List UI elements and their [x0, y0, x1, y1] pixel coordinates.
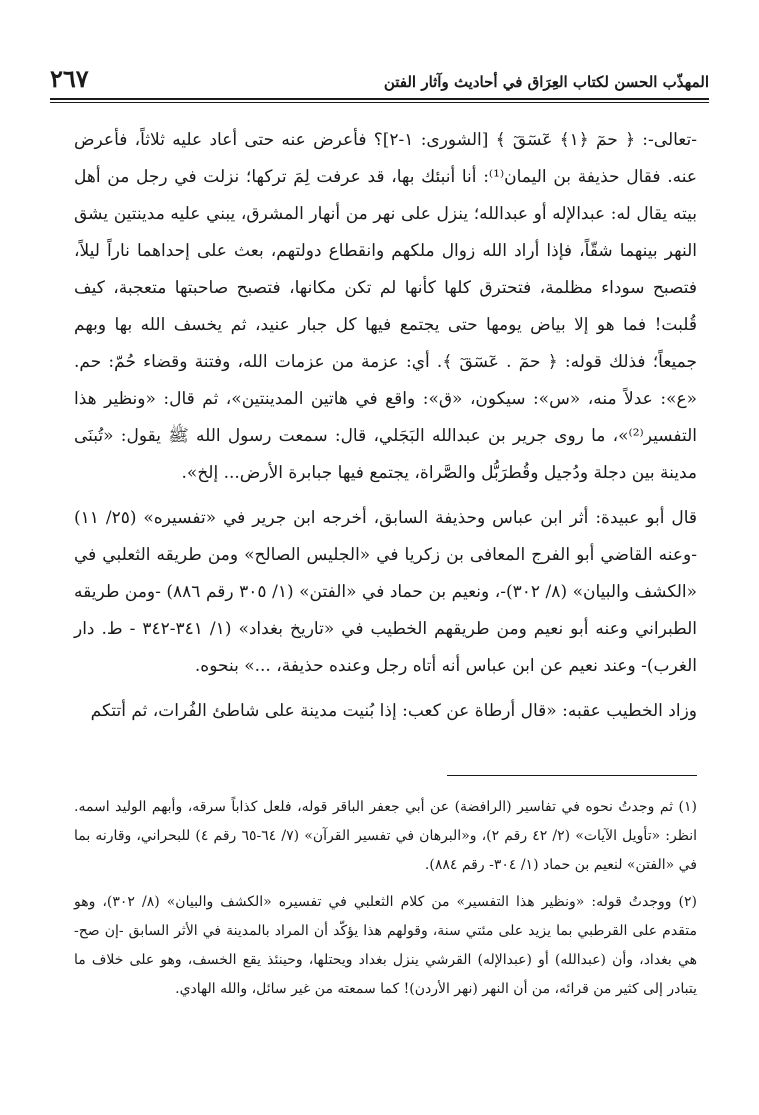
footnote-separator: [447, 775, 697, 776]
header-rule: [50, 98, 709, 100]
paragraph-2: قال أبو عبيدة: أثر ابن عباس وحذيفة السابق، أخرجه ابن جرير في «تفسيره» (٢٥/ ١١) -وعنه القاضي أبو الفرج المعافى بن زكريا في «الجليس الصالح» ومن طريقه الثعلبي في «الكشف والبيان» (٨/ ٣٠٢)-، ونعيم بن حماد في «الفتن» (١/ ٣٠٥ رقم ٨٨٦) -ومن طريقه الطبراني وعنه أبو نعيم ومن طريقهم الخطيب في «تاريخ بغداد» (١/ ٣٤١-٣٤٢ - ط. دار الغرب)- وعند نعيم عن ابن عباس أنه أتاه رجل وعنده حذيفة، ...» بنحوه.: [74, 508, 698, 676]
running-header: [50, 55, 709, 95]
footnote-1: (١) ثم وجدتُ نحوه في تفاسير (الرافضة) عن أبي جعفر الباقر قوله، فلعل كذاباً سرقه، وأبهم الوليد اسمه. انظر: «تأويل الآيات» (٢/ ٤٢ رقم ٢)، و«البرهان في تفسير القرآن» (٧/ ٦٤-٦٥ رقم ٤) للبحراني، وقارنه بما في «الفتن» لنعيم بن حماد (١/ ٣٠٤- رقم ٨٨٤).: [74, 799, 698, 873]
footnotes: [74, 793, 697, 1004]
main-text: [74, 122, 697, 730]
page-number: ٢٦٧: [50, 64, 89, 93]
paragraph-1: -تعالى-: ﴿ حمٓ ﴿١﴾ عٓسٓقٓ ﴾ [الشورى: ١-٢]؟ فأعرض عنه حتى أعاد عليه ثلاثاً، فأعرض عنه. فقال حذيفة بن اليمان⁽¹⁾: أنا أنبئك بها، قد عرفت لِمَ تركها؛ نزلت في رجل من أهل بيته يقال له: عبدالإله أو عبدالله؛ ينزل على نهر من أنهار المشرق، يبني عليه مدينتين يشق النهر بينهما شقّاً، فإذا أراد الله زوال ملكهم وانقطاع دولتهم، بعث على إحداهما ناراً ليلاً، فتصبح سوداء مظلمة، فتحترق كلها كأنها لم تكن مكانها، فتصبح صاحبتها متعجبة، كيف قُلبت! فما هو إلا بياض يومها حتى يجتمع فيها كل جبار عنيد، ثم يخسف الله بها وبهم جميعاً؛ فذلك قوله: ﴿ حمٓ . عٓسٓقٓ ﴾. أي: عزمة من عزمات الله، وفتنة وقضاء حُمّ: حم. «ع»: عدلاً منه، «س»: سيكون، «ق»: واقع في هاتين المدينتين»، ثم قال: «ونظير هذا التفسير⁽²⁾»، ما روى جرير بن عبدالله البَجَلي، قال: سمعت رسول الله ﷺ يقول: «تُبنَى مدينة بين دجلة ودُجيل وقُطرَبُّل والصَّراة، يجتمع فيها جبابرة الأرض... إلخ».: [74, 130, 697, 483]
paragraph-3: وزاد الخطيب عقبه: «قال أرطاة عن كعب: إذا بُنيت مدينة على شاطئ الفُرات، ثم أتتكم: [90, 701, 697, 721]
footnote-2: (٢) ووجدتُ قوله: «ونظير هذا التفسير» من كلام الثعلبي في تفسيره «الكشف والبيان» (٨/ ٣٠٢)، وهو متقدم على القرطبي بما يزيد على مئتي سنة، وقولهم هذا يؤكّد أن المراد بالمدينة في الأثر السابق -إن صح- هي بغداد، وأن (عبدالله) أو (عبدالإله) القرشي ينزل بغداد ويحتلها، وحينئذ يقع الخسف، وهو على خلاف ما يتبادر إلى كثير من قرائه، من أن النهر (نهر الأردن)! كما سمعته من غير سائل، والله الهادي.: [74, 894, 697, 997]
running-title: المهذّب الحسن لكتاب العِرَاق في أحاديث وآثار الفتن: [383, 73, 709, 91]
header-rule-thin: [50, 102, 709, 103]
